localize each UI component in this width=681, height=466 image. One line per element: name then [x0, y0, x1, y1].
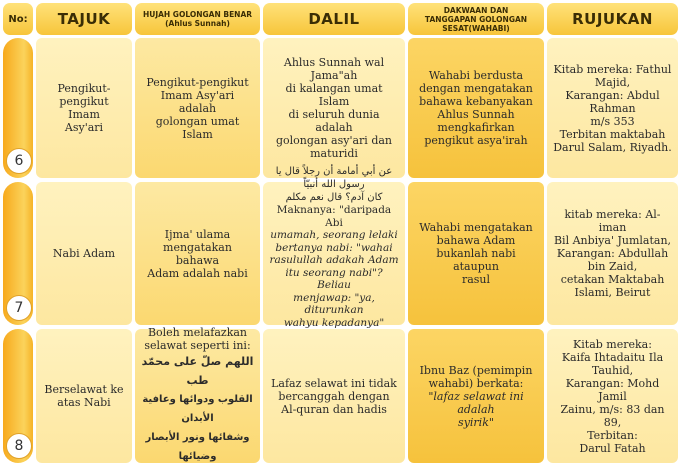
text-line: rasul	[461, 273, 491, 286]
row7-tajuk	[36, 182, 132, 325]
row8-tajuk	[36, 329, 132, 463]
text-line: itu seorang nabi"? Beliau	[285, 266, 383, 292]
text-line: maturidi	[310, 147, 358, 160]
text-line: bahawa kebanyakan	[419, 95, 533, 108]
text-line: pengikut Imam	[59, 95, 109, 121]
text-line: Ijma' ulama	[164, 227, 231, 241]
text-line: golongan asy'ari dan	[275, 134, 393, 147]
text-line: Terbitan:	[587, 428, 638, 442]
text-line: bin Zaid,	[587, 260, 638, 273]
row-number-pill	[3, 329, 33, 463]
header-dakwaan-line3: SESAT(WAHABI)	[442, 23, 510, 33]
text-line: Ahlus Sunnah wal Jama"ah	[283, 56, 385, 82]
text-line: bukanlah nabi ataupun	[436, 247, 516, 273]
arabic-line: اللهم صلّ على محمّد طب	[141, 355, 254, 387]
text-line: rasulullah adakah Adam	[269, 254, 399, 267]
row-number: 8	[6, 433, 32, 459]
text-line: cetakan Maktabah	[560, 273, 665, 286]
header-dalil: DALIL	[263, 3, 405, 35]
text-line: Adam adalah nabi	[147, 266, 248, 280]
text-line: bertanya nabi: "wahai	[275, 241, 393, 254]
header-rujukan: RUJUKAN	[547, 3, 678, 35]
text-line: Wahabi mengatakan	[419, 221, 533, 234]
row7-dakwaan	[408, 182, 544, 325]
text-line: Pengikut-pengikut	[146, 75, 249, 89]
row7-hujah	[135, 182, 260, 325]
text-line: Darul Salam, Riyadh.	[553, 140, 672, 154]
arabic-line: وشفائها ونور الأبصار وضيائها	[145, 432, 250, 462]
text-line: bahawa Adam	[436, 234, 516, 247]
row6-rujukan	[547, 38, 678, 178]
row-number-pill	[3, 38, 33, 178]
text-line: umamah, seorang lelaki	[270, 229, 398, 242]
row6-hujah	[135, 38, 260, 178]
text-line: "lafaz selawat ini adalah	[428, 389, 524, 416]
text-line: Karangan: Abdul	[565, 88, 660, 102]
row-number: 6	[6, 148, 32, 174]
row6-dakwaan	[408, 38, 544, 178]
text-line: syirik"	[458, 415, 494, 429]
row6-tajuk	[36, 38, 132, 178]
arabic-line: القلوب ودوائها وعافية الأبدان	[142, 394, 253, 424]
text-line: Majid,	[594, 75, 631, 89]
text-line: Tauhid,	[591, 363, 634, 377]
header-hujah-line1: HUJAH GOLONGAN BENAR	[142, 10, 253, 19]
text-line: Al-quran dan hadis	[281, 402, 387, 416]
text-line: Kaifa Ihtadaitu Ila	[561, 350, 664, 364]
text-line: Maknanya: "daripada Abi	[276, 204, 392, 229]
text-line: Karangan: Abdullah	[556, 247, 669, 260]
text-line: atas Nabi	[57, 396, 111, 409]
row-number: 7	[6, 295, 32, 321]
header-hujah	[135, 3, 260, 35]
text-line: bercanggah dengan	[278, 389, 390, 403]
text-line: menjawap: "ya, diturunkan	[293, 291, 375, 317]
row-number-pill	[3, 182, 33, 325]
text-line: Terbitan maktabah	[559, 127, 666, 141]
text-line: di kalangan umat Islam	[285, 82, 383, 108]
text-line: Wahabi berdusta	[428, 69, 524, 82]
text-line: Rahman	[589, 101, 636, 115]
text-line: di seluruh dunia adalah	[288, 108, 380, 134]
text-line: pengikut asya'irah	[424, 134, 528, 147]
text-line: wahyu kepadanya"	[283, 316, 385, 329]
text-line: Ahlus Sunnah	[437, 108, 515, 121]
text-line: Asy'ari	[64, 121, 104, 134]
text-line: selawat seperti ini:	[144, 339, 251, 352]
text-line: Bil Anbiya' Jumlatan,	[553, 234, 672, 247]
text-line: Berselawat ke	[44, 383, 124, 396]
header-hujah-line2: (Ahlus Sunnah)	[165, 19, 230, 28]
text-line: mengatakan bahawa	[163, 240, 232, 267]
text-line: Karangan: Mohd Jamil	[565, 376, 660, 403]
text-line: wahabi) berkata:	[428, 376, 524, 390]
text-line: Boleh melafazkan	[147, 326, 248, 339]
row8-rujukan	[547, 329, 678, 463]
text-line: mengkafirkan	[437, 121, 515, 134]
text-line: Kitab mereka: Fathul	[553, 62, 672, 76]
text-line: Darul Fatah	[579, 441, 646, 455]
text-line: Zainu, m/s: 83 dan 89,	[560, 402, 665, 429]
text-line: dengan mengatakan	[419, 82, 533, 95]
text-line: Nabi Adam	[52, 247, 116, 260]
row7-rujukan	[547, 182, 678, 325]
header-dakwaan-line1: DAKWAAN DAN	[443, 5, 509, 15]
text-line: Pengikut-	[57, 82, 111, 95]
text-line: golongan umat Islam	[155, 114, 240, 141]
text-line: Islami, Beirut	[574, 286, 651, 299]
header-dakwaan-line2: TANGGAPAN GOLONGAN	[424, 14, 528, 24]
header-no: No:	[3, 3, 33, 35]
row8-dalil	[263, 329, 405, 463]
row8-hujah	[135, 326, 260, 463]
row8-dakwaan	[408, 329, 544, 463]
row7-dalil	[263, 166, 405, 329]
header-dakwaan	[408, 3, 544, 35]
text-line: Lafaz selawat ini tidak	[271, 376, 397, 390]
row6-dalil	[263, 38, 405, 178]
text-line: Ibnu Baz (pemimpin	[419, 363, 533, 377]
text-line: m/s 353	[590, 114, 635, 128]
text-line: Imam Asy'ari adalah	[160, 88, 235, 115]
header-tajuk: TAJUK	[36, 3, 132, 35]
arabic-line: عن أبي أمامة أن رجلاً قال يا رسول الله أنبيّاً	[275, 166, 393, 191]
text-line: kitab mereka: Al-iman	[564, 208, 661, 234]
arabic-line: كان آدم؟ قال نعم مكلم	[285, 192, 383, 204]
text-line: Kitab mereka:	[573, 337, 652, 351]
